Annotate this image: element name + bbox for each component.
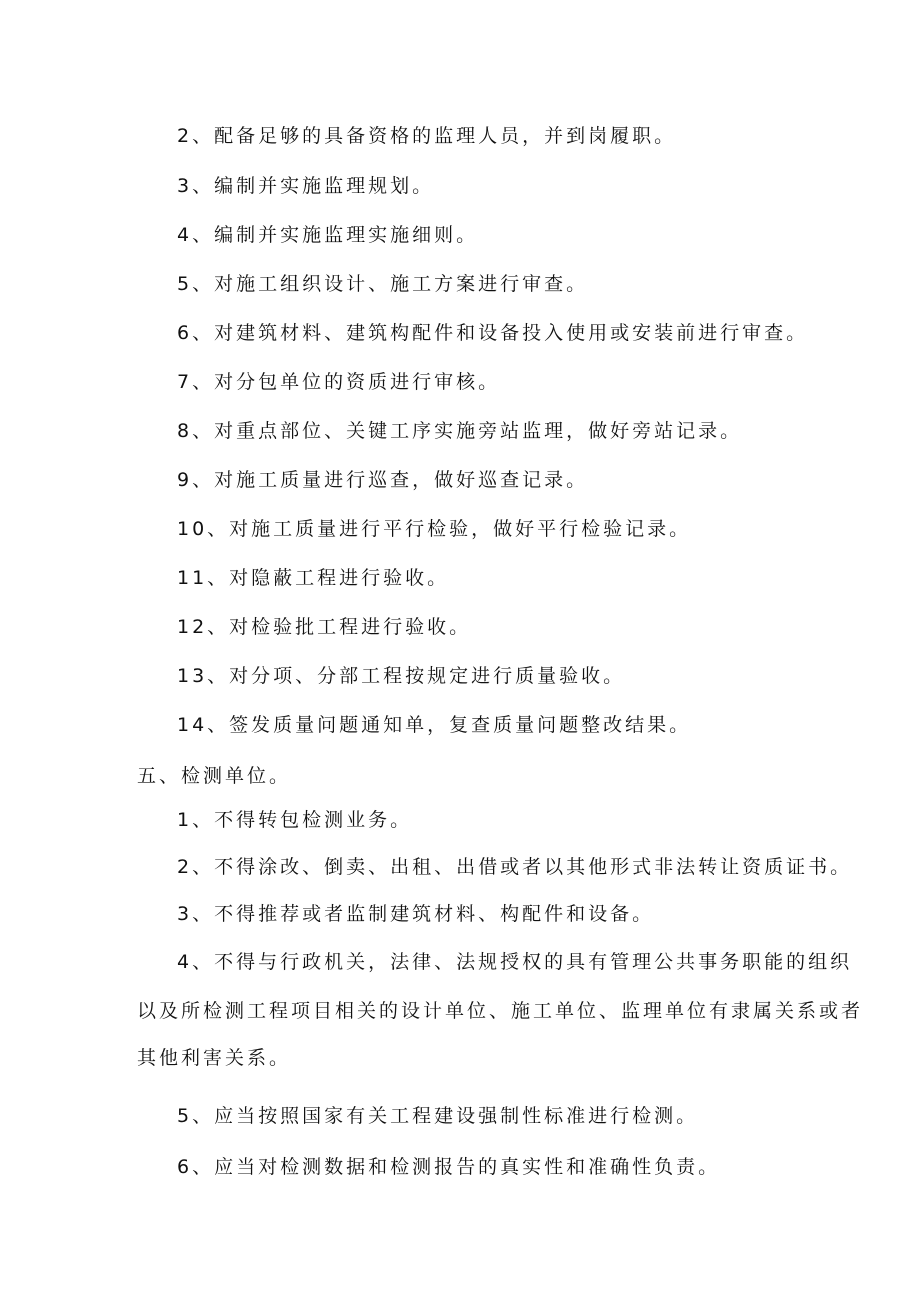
supervision-item-2: 2、配备足够的具备资格的监理人员，并到岗履职。 — [177, 125, 677, 147]
supervision-item-8: 8、对重点部位、关键工序实施旁站监理，做好旁站记录。 — [177, 420, 743, 442]
supervision-item-9: 9、对施工质量进行巡查，做好巡查记录。 — [177, 469, 589, 491]
testing-item-6: 6、应当对检测数据和检测报告的真实性和准确性负责。 — [177, 1156, 721, 1178]
supervision-item-3: 3、编制并实施监理规划。 — [177, 175, 435, 197]
supervision-item-5: 5、对施工组织设计、施工方案进行审查。 — [177, 273, 589, 295]
supervision-item-7: 7、对分包单位的资质进行审核。 — [177, 371, 501, 393]
supervision-item-10: 10、对施工质量进行平行检验，做好平行检验记录。 — [177, 518, 692, 540]
supervision-item-13: 13、对分项、分部工程按规定进行质量验收。 — [177, 665, 626, 687]
section-heading-testing-unit: 五、检测单位。 — [137, 765, 292, 787]
supervision-item-11: 11、对隐蔽工程进行验收。 — [177, 567, 450, 589]
testing-item-4-line-3: 其他利害关系。 — [137, 1047, 292, 1069]
supervision-item-4: 4、编制并实施监理实施细则。 — [177, 224, 479, 246]
testing-item-1: 1、不得转包检测业务。 — [177, 809, 413, 831]
supervision-item-6: 6、对建筑材料、建筑构配件和设备投入使用或安装前进行审查。 — [177, 322, 809, 344]
supervision-item-12: 12、对检验批工程进行验收。 — [177, 616, 472, 638]
testing-item-4-line-1: 4、不得与行政机关，法律、法规授权的具有管理公共事务职能的组织 — [177, 951, 853, 973]
supervision-item-14: 14、签发质量问题通知单，复查质量问题整改结果。 — [177, 714, 692, 736]
testing-item-2: 2、不得涂改、倒卖、出租、出借或者以其他形式非法转让资质证书。 — [177, 856, 853, 878]
testing-item-5: 5、应当按照国家有关工程建设强制性标准进行检测。 — [177, 1105, 699, 1127]
testing-item-3: 3、不得推荐或者监制建筑材料、构配件和设备。 — [177, 903, 655, 925]
testing-item-4-line-2: 以及所检测工程项目相关的设计单位、施工单位、监理单位有隶属关系或者 — [137, 1000, 864, 1022]
